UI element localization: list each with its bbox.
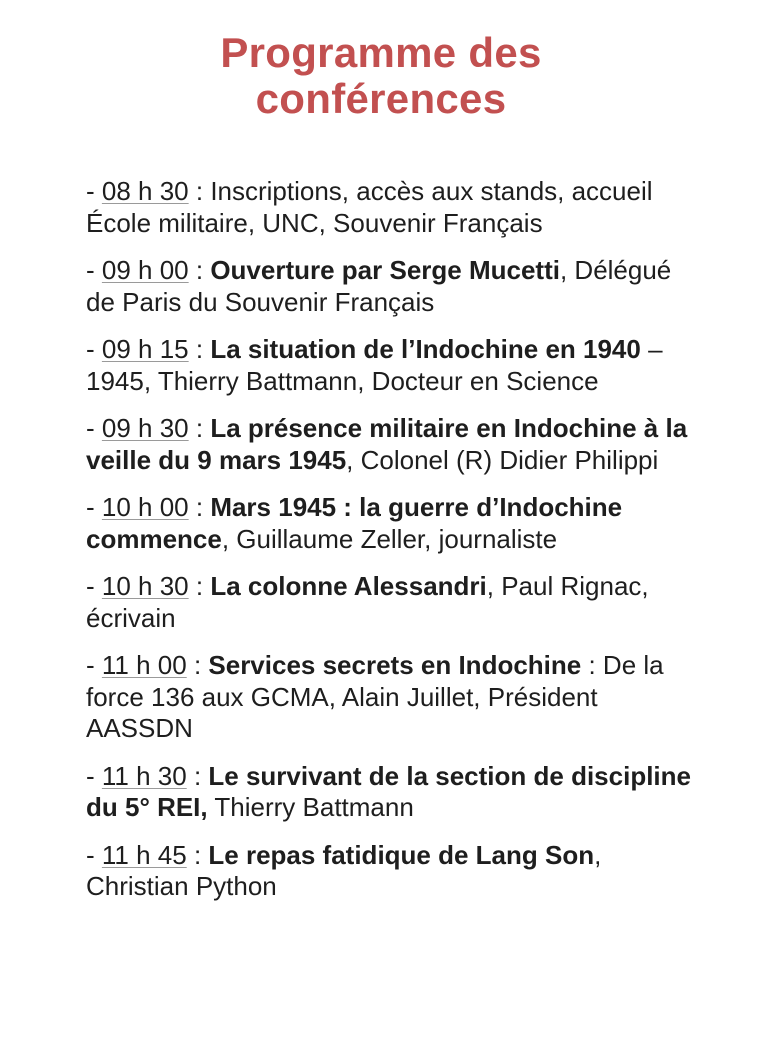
program-detail: – 1945, Thierry Battmann, Docteur en Science bbox=[86, 334, 663, 396]
program-separator: : bbox=[188, 492, 211, 522]
program-title: La présence militaire en Indochine à la veille du 9 mars 1945 bbox=[86, 413, 688, 475]
program-detail: Inscriptions, accès aux stands, accueil École militaire, UNC, Souvenir Français bbox=[86, 176, 653, 238]
program-separator: : bbox=[186, 650, 209, 680]
program-item: - 10 h 00 : Mars 1945 : la guerre d’Indochine commence, Guillaume Zeller, journaliste bbox=[86, 492, 623, 554]
program-separator: : bbox=[188, 334, 211, 364]
program-title: La colonne Alessandri bbox=[210, 571, 487, 601]
program-detail: , Christian Python bbox=[86, 839, 602, 901]
program-item: - 09 h 15 : La situation de l’Indochine en 1940 – 1945, Thierry Battmann, Docteur en Science bbox=[86, 334, 663, 396]
program-time: 11 h 30 bbox=[101, 760, 187, 791]
program-separator: : bbox=[188, 413, 211, 443]
program-separator: : bbox=[186, 760, 209, 791]
program-time: 09 h 30 bbox=[101, 413, 189, 443]
program-separator: : bbox=[186, 839, 209, 870]
program-item: - 09 h 30 : La présence militaire en Indochine à la veille du 9 mars 1945, Colonel (R) Didier Philippi bbox=[86, 413, 688, 475]
program-item: - 11 h 30 : Le survivant de la section de discipline du 5° REI, Thierry Battmann bbox=[86, 760, 691, 822]
program-separator: : bbox=[188, 255, 211, 285]
program-item: - 08 h 30 : Inscriptions, accès aux stands, accueil École militaire, UNC, Souvenir Français bbox=[86, 176, 653, 238]
program-item: - 11 h 45 : Le repas fatidique de Lang Son, Christian Python bbox=[86, 839, 602, 901]
program-time: 09 h 00 bbox=[101, 255, 189, 285]
program-detail: , Délégué de Paris du Souvenir Français bbox=[86, 255, 672, 317]
program-time: 11 h 00 bbox=[101, 650, 187, 680]
program-detail: Thierry Battmann bbox=[207, 792, 414, 822]
program-time: 10 h 30 bbox=[101, 571, 189, 601]
program-time: 09 h 15 bbox=[101, 334, 189, 364]
program-detail: , Guillaume Zeller, journaliste bbox=[221, 523, 558, 554]
program-title: Services secrets en Indochine bbox=[208, 650, 582, 680]
page-title-line2: conférences bbox=[255, 75, 507, 122]
program-title: Le survivant de la section de discipline du 5° REI, bbox=[86, 760, 691, 822]
program-item: - 09 h 00 : Ouverture par Serge Mucetti, Délégué de Paris du Souvenir Français bbox=[86, 255, 672, 317]
program-time: 11 h 45 bbox=[101, 839, 187, 870]
program-separator: : bbox=[188, 176, 211, 206]
program-detail: , Colonel (R) Didier Philippi bbox=[346, 444, 659, 475]
program-detail: , Paul Rignac, écrivain bbox=[86, 571, 649, 633]
program-detail: : De la force 136 aux GCMA, Alain Juillet, Président AASSDN bbox=[86, 650, 664, 743]
program-item: - 10 h 30 : La colonne Alessandri, Paul Rignac, écrivain bbox=[86, 571, 649, 633]
program-title: Le repas fatidique de Lang Son bbox=[208, 839, 595, 870]
page-title bbox=[0, 30, 762, 122]
program-title: Ouverture par Serge Mucetti bbox=[210, 255, 560, 285]
program-list bbox=[86, 176, 706, 919]
program-item: - 11 h 00 : Services secrets en Indochine : De la force 136 aux GCMA, Alain Juillet, Président AASSDN bbox=[86, 650, 664, 743]
page-title-line1: Programme des bbox=[220, 29, 542, 76]
program-time: 08 h 30 bbox=[101, 176, 189, 206]
program-title: La situation de l’Indochine en 1940 bbox=[210, 334, 641, 364]
program-separator: : bbox=[188, 571, 211, 601]
program-time: 10 h 00 bbox=[101, 492, 189, 522]
program-title: Mars 1945 : la guerre d’Indochine commence bbox=[86, 492, 623, 554]
